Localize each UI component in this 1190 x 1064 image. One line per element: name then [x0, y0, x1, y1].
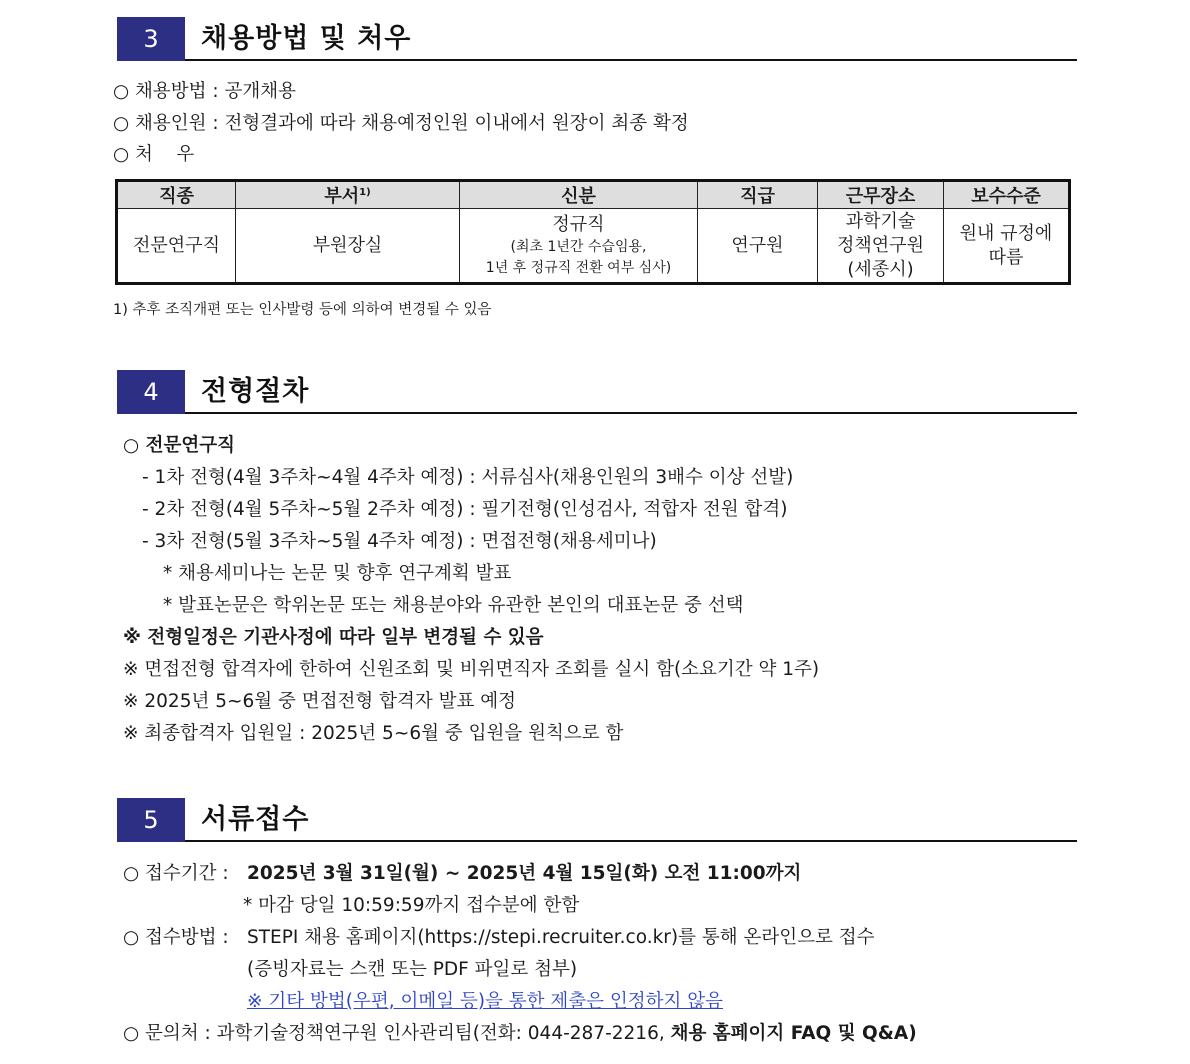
header-job-type: 직종 [117, 181, 236, 209]
period-note: * 마감 당일 10:59:59까지 접수분에 한함 [243, 895, 580, 916]
method-label: ○ 접수방법 : [123, 927, 229, 948]
step-1: - 1차 전형(4월 3주차~4월 4주차 예정) : 서류심사(채용인원의 3배수 이상 선발) [142, 467, 794, 488]
section-5-header [117, 798, 1077, 842]
section-title: 서류접수 [201, 804, 310, 835]
section-title: 전형절차 [201, 376, 310, 407]
location-line-1: 과학기술 [845, 210, 916, 232]
step-2: - 2차 전형(4월 5주차~5월 2주차 예정) : 필기전형(인성검사, 적합자 전원 합격) [142, 499, 788, 520]
seminar-note-2: * 발표논문은 학위논문 또는 채용분야와 유관한 본인의 대표논문 중 선택 [163, 595, 744, 616]
method-note: (증빙자료는 스캔 또는 PDF 파일로 첨부) [247, 959, 578, 980]
cell-location [818, 209, 944, 284]
recruit-method: ○ 채용방법 : 공개채용 [113, 81, 296, 102]
step-3: - 3차 전형(5월 3주차~5월 4주차 예정) : 면접전형(채용세미나) [142, 531, 657, 552]
table-row [117, 209, 1070, 284]
cell-pay [944, 209, 1070, 284]
cell-job-type: 전문연구직 [117, 209, 236, 284]
seminar-note-1: * 채용세미나는 논문 및 향후 연구계획 발표 [163, 563, 512, 584]
section-number: 3 [117, 17, 185, 61]
section-divider [185, 412, 1077, 414]
status-detail-1: (최초 1년간 수습임용, [510, 238, 647, 255]
header-location: 근무장소 [818, 181, 944, 209]
section-title: 채용방법 및 처우 [201, 23, 412, 54]
treatment-table [115, 179, 1071, 285]
section-number: 5 [117, 798, 185, 842]
notice-2: ※ 2025년 5~6월 중 면접전형 합격자 발표 예정 [123, 691, 516, 712]
contact-homepage: 채용 홈페이지 FAQ 및 Q&A) [670, 1023, 917, 1044]
section-number: 4 [117, 370, 185, 414]
location-line-3: (세종시) [847, 258, 914, 280]
section-3-header [117, 17, 1077, 61]
section-divider [185, 59, 1077, 61]
header-department: 부서$^{1)}$ [236, 181, 460, 209]
notice-3: ※ 최종합격자 입원일 : 2025년 5~6월 중 입원을 원칙으로 함 [123, 723, 624, 744]
period-value: 2025년 3월 31일(월) ~ 2025년 4월 15일(화) 오전 11:00까지 [247, 863, 802, 884]
header-rank: 직급 [698, 181, 818, 209]
section-divider [185, 840, 1077, 842]
cell-rank: 연구원 [698, 209, 818, 284]
cell-status [460, 209, 698, 284]
section-4-header [117, 370, 1077, 414]
contact-info [123, 1021, 917, 1047]
status-detail-2: 1년 후 정규직 전환 여부 심사) [485, 259, 672, 276]
pay-line-2: 따름 [988, 246, 1024, 268]
header-status: 신분 [460, 181, 698, 209]
category-label: ○ 전문연구직 [123, 435, 235, 456]
status-main: 정규직 [552, 213, 605, 235]
treatment-label: ○ 처 우 [113, 144, 195, 165]
table-header-row [117, 181, 1070, 209]
footnote-marker: 1) [359, 187, 371, 198]
header-pay: 보수수준 [944, 181, 1070, 209]
notice-1: ※ 면접전형 합격자에 한하여 신원조회 및 비위면직자 조회를 실시 함(소요기간 약 1주) [123, 659, 820, 680]
method-warning: ※ 기타 방법(우편, 이메일 등)을 통한 제출은 인정하지 않음 [247, 991, 724, 1012]
period-label: ○ 접수기간 : [123, 863, 229, 884]
contact-label: ○ 문의처 : 과학기술정책연구원 인사관리팀(전화: 044-287-2216, [123, 1023, 665, 1044]
table-footnote: 1) 추후 조직개편 또는 인사발령 등에 의하여 변경될 수 있음 [113, 302, 492, 318]
method-value: STEPI 채용 홈페이지(https://stepi.recruiter.co.kr)를 통해 온라인으로 접수 [247, 927, 875, 948]
cell-department: 부원장실 [236, 209, 460, 284]
schedule-notice: ※ 전형일정은 기관사정에 따라 일부 변경될 수 있음 [123, 627, 544, 648]
pay-line-1: 원내 규정에 [959, 222, 1053, 244]
recruit-headcount: ○ 채용인원 : 전형결과에 따라 채용예정인원 이내에서 원장이 최종 확정 [113, 113, 689, 134]
location-line-2: 정책연구원 [837, 234, 924, 256]
